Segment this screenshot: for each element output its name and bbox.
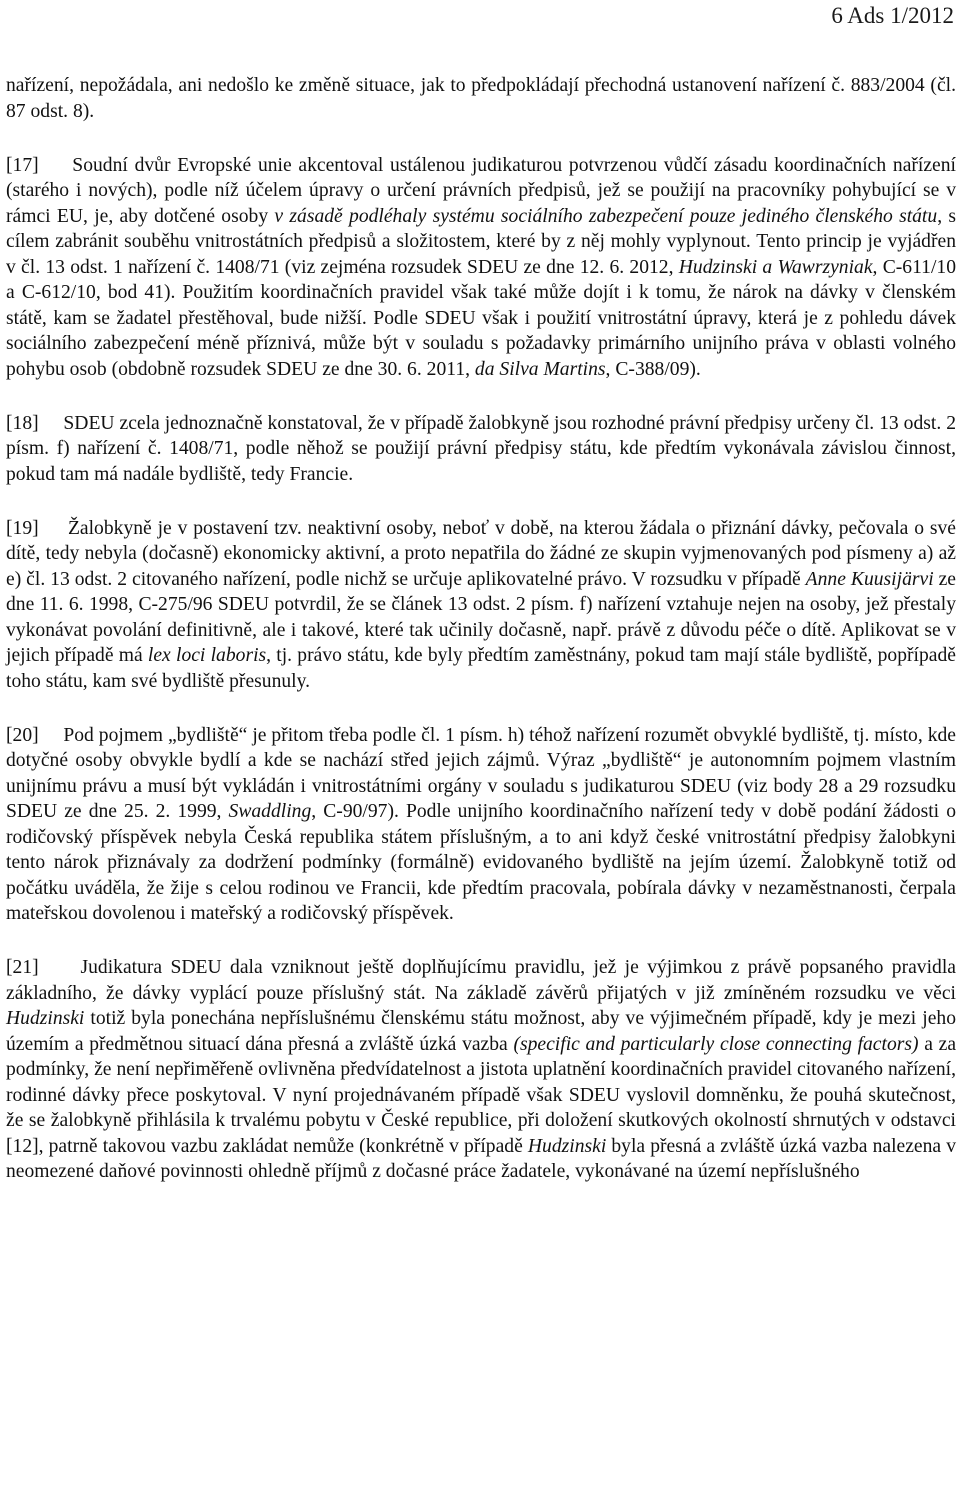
text-segment: , C-90/97). Podle unijního koordinačního nařízení tedy v době podání žádosti o rodičovský příspěvek nebyla Česká republika státem příslušným, a to ani když české vnitrostátní předpisy žalobkyni tento nárok přiznávaly za dodržení podmínky (formálně) evidovaného bydliště na jejím území. Žalobkyně totiž od počátku uváděla, že žije s celou rodinou ve Francii, kde předtím pracovala, pobírala dávky v nezaměstnanosti, čerpala mateřskou dovolenou i mateřský a rodičovský příspěvek. <box>6 801 956 925</box>
text-segment: totiž byla ponechána nepříslušnému členskému státu možnost, aby ve výjimečném případě, kdy je mezi jeho územím a předmětnou situací dána přesná a zvláště úzká vazba <box>6 1008 956 1055</box>
text-segment: [20] Pod pojmem „bydliště“ je přitom třeba podle čl. 1 písm. h) téhož nařízení rozumět obvyklé bydliště, tj. místo, kde dotyčné osoby obvykle bydlí a kde se nachází střed jejich zájmů. Výraz „bydliště“ je autonomním pojmem vlastním unijnímu právu a musí být vykládán i vnitrostátními orgány v souladu s judikaturou SDEU (viz body 28 a 29 rozsudku SDEU ze dne 25. 2. 1999, <box>6 724 956 823</box>
text-segment: a za podmínky, že není nepřiměřeně ovlivněna předvídatelnost a jistota uplatnění koordinačních pravidel citovaného nařízení, rodinné dávky přece poskytoval. V nyní projednávaném případě však SDEU vyslovil domněnku, že pouhá skutečnost, že se žalobkyně přihlásila k trvalému pobytu v České republice, při doložení skutkových okolností shrnutých v odstavci [12], patrně takovou vazbu zakládat nemůže (konkrétně v případě <box>6 1033 957 1157</box>
text-segment: , C-388/09). <box>605 358 701 380</box>
italic-text-segment: Hudzinski <box>527 1135 607 1157</box>
italic-text-segment: Anne Kuusijärvi <box>805 568 934 590</box>
paragraph <box>6 516 956 695</box>
italic-text-segment: da Silva Martins <box>474 358 606 380</box>
text-segment: , tj. právo státu, kde byly předtím zaměstnány, pokud tam mají stále bydliště, popřípadě toho státu, kam své bydliště přesunuly. <box>6 645 956 692</box>
text-segment: [19] Žalobkyně je v postavení tzv. neaktivní osoby, neboť v době, na kterou žádala o přiznání dávky, pečovala o své dítě, tedy nebyla (dočasně) ekonomicky aktivní, a proto nepatřila do žádné ze skupin vyjmenovaných pod písmeny a) až e) čl. 13 odst. 2 citovaného nařízení, podle nichž se určuje aplikovatelné právo. V rozsudku v případě <box>6 517 956 590</box>
text-segment: nařízení, nepožádala, ani nedošlo ke změně situace, jak to předpokládají přechodná ustanovení nařízení č. 883/2004 (čl. 87 odst. 8). <box>6 75 956 122</box>
italic-text-segment: Hudzinski a Wawrzyniak <box>678 256 873 278</box>
text-segment: [17] Soudní dvůr Evropské unie akcentoval ustálenou judikaturou potvrzenou vůdčí zásadu koordinačních nařízení (starého i nových), podle níž účelem úpravy o určení právních předpisů, jež se použijí na pracovníky pohybující se v rámci EU, je, aby dotčené osoby <box>6 154 956 227</box>
paragraph <box>6 73 956 124</box>
italic-text-segment: lex loci laboris <box>147 645 267 667</box>
text-segment: [21] Judikatura SDEU dala vzniknout ještě doplňujícímu pravidlu, jež je výjimkou z právě popsaného pravidla základního, že dávky vyplácí pouze příslušný stát. Na základě závěrů přijatých v již zmíněném rozsudku ve věci <box>6 957 956 1004</box>
text-segment: , s cílem zabránit souběhu vnitrostátních předpisů a složitostem, které by z něj mohly vyplynout. Tento princip je vyjádřen v čl. 13 odst. 1 nařízení č. 1408/71 (viz zejména rozsudek SDEU ze dne 12. 6. 2012, <box>6 205 956 278</box>
paragraph <box>6 153 956 383</box>
paragraph <box>6 723 956 927</box>
text-segment: [18] SDEU zcela jednoznačně konstatoval, že v případě žalobkyně jsou rozhodné právní předpisy určeny čl. 13 odst. 2 písm. f) nařízení č. 1408/71, podle něhož se použijí právní předpisy státu, kde předtím vykonávala závislou činnost, pokud tam má nadále bydliště, tedy Francie. <box>6 412 956 485</box>
paragraph <box>6 955 956 1185</box>
italic-text-segment: Swaddling <box>228 801 312 823</box>
text-segment: ze dne 11. 6. 1998, C-275/96 SDEU potvrdil, že se článek 13 odst. 2 písm. f) nařízení vztahuje nejen na osoby, jež přestaly vykonávat povolání definitivně, ale i takové, které tak učinily dočasně, např. právě z důvodu péče o dítě. Aplikovat se v jejich případě má <box>6 568 956 667</box>
italic-text-segment: (specific and particularly close connecting factors) <box>513 1033 919 1055</box>
italic-text-segment: v zásadě podléhaly systému sociálního zabezpečení pouze jediného členského státu <box>274 205 938 227</box>
text-segment: byla přesná a zvláště úzká vazba nalezena v neomezené daňové povinnosti ohledně příjmů z dočasné práce žadatele, vykonávané na území nepříslušného <box>6 1135 956 1183</box>
italic-text-segment: Hudzinski <box>6 1008 85 1030</box>
document-body <box>6 73 956 1185</box>
case-reference: 6 Ads 1/2012 <box>831 3 954 28</box>
text-segment: , C-611/10 a C-612/10, bod 41). Použitím koordinačních pravidel však také může dojít i k tomu, že nárok na dávky v členském státě, kam se žadatel přestěhoval, bude nižší. Podle SDEU však i použití vnitrostátní úpravy, která je z pohledu dávek sociálního zabezpečení méně příznivá, může být v souladu s požadavky primárního unijního práva v oblasti volného pohybu osob (obdobně rozsudek SDEU ze dne 30. 6. 2011, <box>6 256 957 380</box>
paragraph <box>6 411 956 488</box>
